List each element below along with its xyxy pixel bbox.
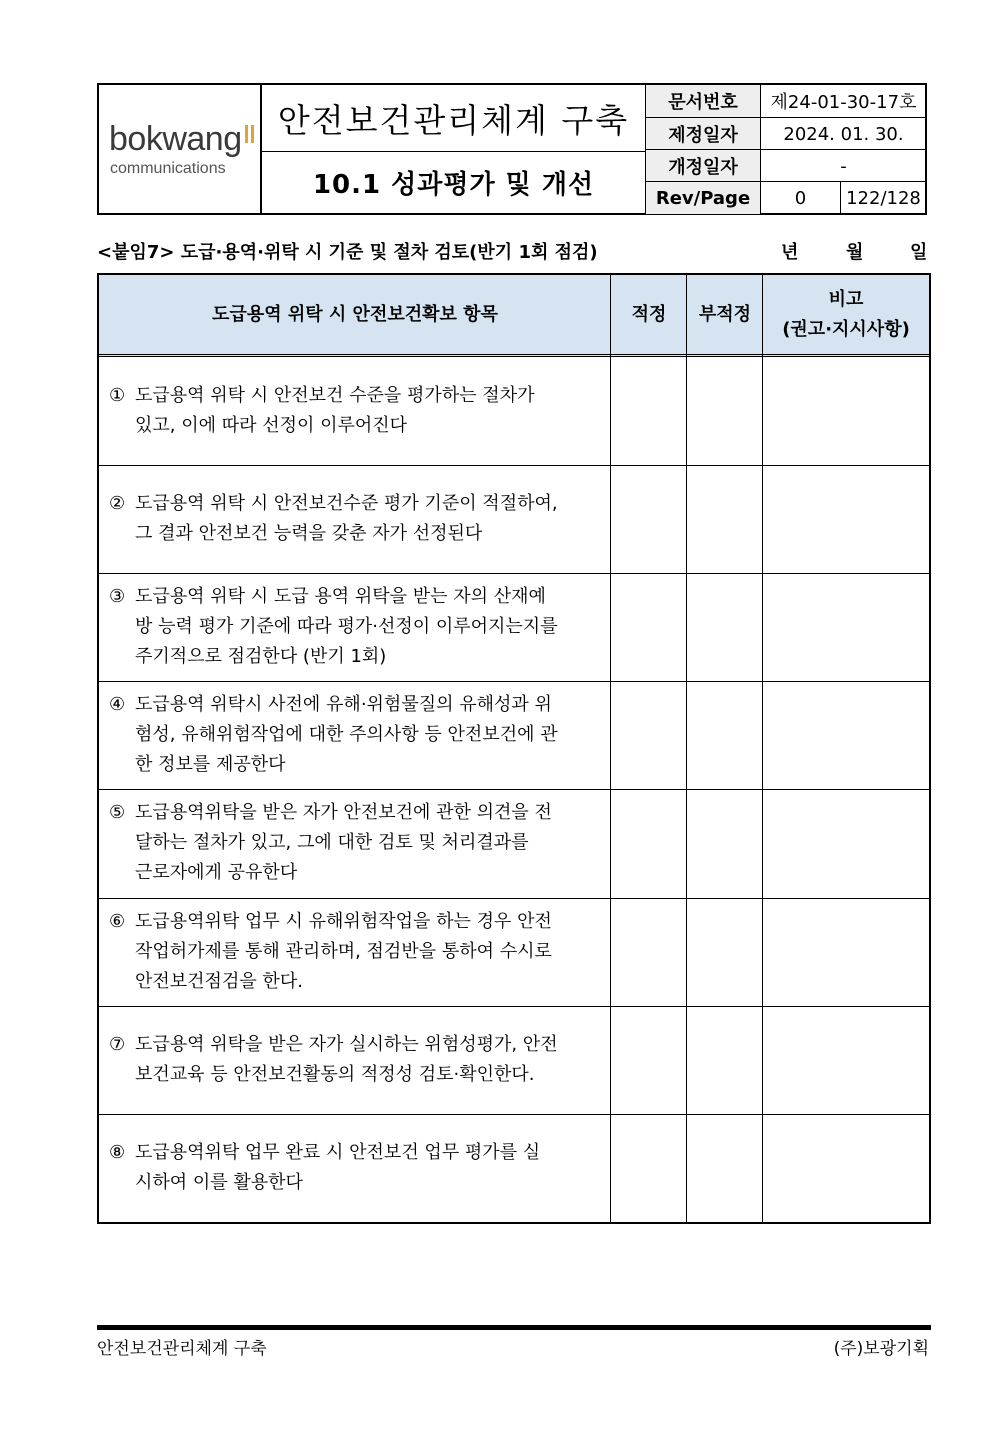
meta-label: 개정일자 (646, 150, 761, 182)
checklist-row (99, 1006, 611, 1114)
column-header-item: 도급용역 위탁 시 안전보건확보 항목 (99, 275, 611, 357)
item-number: ⑦ (109, 1034, 126, 1055)
item-text: 도급용역 위탁시 사전에 유해·위험물질의 유해성과 위 (135, 694, 552, 715)
meta-value: 제24-01-30-17호 (770, 92, 917, 113)
meta-value: - (840, 155, 847, 177)
item-line: 안전보건점검을 한다. (135, 971, 303, 992)
item-number: ③ (109, 586, 126, 607)
checklist-row (99, 1114, 611, 1222)
item-line: 보건교육 등 안전보건활동의 적정성 검토·확인한다. (135, 1064, 535, 1085)
item-line (109, 907, 601, 937)
item-line (109, 1030, 601, 1060)
meta-rev-value: 0 (761, 182, 841, 214)
checklist-row (99, 357, 611, 465)
meta-label: 문서번호 (646, 85, 761, 117)
meta-revise-date (646, 149, 925, 182)
item-line (109, 582, 601, 612)
checklist-item-text (109, 1030, 601, 1090)
checklist-row (99, 898, 611, 1006)
meta-rev-page (646, 181, 925, 214)
logo-subtitle: communications (110, 160, 226, 177)
column-header-remarks (763, 275, 929, 357)
meta-value: 2024. 01. 30. (783, 123, 904, 145)
column-header-appropriate: 적정 (611, 275, 687, 357)
checklist-item-text (109, 907, 601, 997)
meta-doc-number (646, 85, 925, 117)
checklist-item-text (109, 489, 601, 549)
checklist-item-text (109, 798, 601, 888)
document-title: 안전보건관리체계 구축 (262, 85, 645, 152)
item-line: 험성, 유해위험작업에 대한 주의사항 등 안전보건에 관 (135, 724, 558, 745)
remarks-title: 비고 (828, 288, 864, 310)
item-line: 한 정보를 제공한다 (135, 754, 286, 775)
checklist-row (99, 465, 611, 573)
company-logo (99, 85, 262, 213)
item-text: 도급용역 위탁을 받은 자가 실시하는 위험성평가, 안전 (135, 1034, 558, 1055)
item-text: 도급용역위탁을 받은 자가 안전보건에 관한 의견을 전 (135, 802, 552, 823)
footer-company: (주)보광기획 (833, 1339, 929, 1359)
document-header (97, 83, 927, 215)
checklist-row (99, 789, 611, 897)
meta-issue-date (646, 117, 925, 150)
item-text: 도급용역위탁 업무 시 유해위험작업을 하는 경우 안전 (135, 911, 552, 932)
footer-title: 안전보건관리체계 구축 (97, 1339, 267, 1359)
item-text: 도급용역 위탁 시 도급 용역 위탁을 받는 자의 산재예 (135, 586, 546, 607)
item-line (109, 690, 601, 720)
logo-wordmark: bokwang (109, 120, 242, 158)
checklist-item-text (109, 582, 601, 672)
checklist-item-text (109, 1138, 601, 1198)
item-line: 달하는 절차가 있고, 그에 대한 검토 및 처리결과를 (135, 832, 529, 853)
section-title: 10.1 성과평가 및 개선 (312, 169, 595, 200)
item-line (109, 381, 601, 411)
item-line: 주기적으로 점검한다 (반기 1회) (135, 646, 387, 667)
item-line: 있고, 이에 따라 선정이 이루어진다 (135, 415, 408, 436)
meta-label: Rev/Page (646, 182, 761, 214)
logo-accent-icon (245, 125, 254, 143)
date-month-label: 월 (846, 242, 864, 263)
item-text: 도급용역 위탁 시 안전보건 수준을 평가하는 절차가 (135, 385, 535, 406)
checklist-row (99, 573, 611, 681)
footer-rule (97, 1325, 931, 1330)
column-header-inappropriate: 부적정 (687, 275, 763, 357)
item-line: 시하여 이를 활용한다 (135, 1172, 303, 1193)
document-meta (645, 85, 925, 213)
date-year-label: 년 (781, 242, 799, 263)
item-line: 방 능력 평가 기준에 따라 평가·선정이 이루어지는지를 (135, 616, 558, 637)
item-line: 근로자에게 공유한다 (135, 862, 298, 883)
checklist-row (99, 681, 611, 789)
item-line (109, 798, 601, 828)
checklist-table (97, 273, 931, 1224)
item-text: 도급용역위탁 업무 완료 시 안전보건 업무 평가를 실 (135, 1142, 541, 1163)
checklist-item-text (109, 381, 601, 441)
item-number: ⑧ (109, 1142, 126, 1163)
item-line (109, 489, 601, 519)
item-number: ⑤ (109, 802, 126, 823)
column-divider (762, 275, 763, 1222)
column-divider (686, 275, 687, 1222)
item-line (109, 1138, 601, 1168)
item-number: ① (109, 385, 126, 406)
date-day-label: 일 (910, 242, 928, 263)
checklist-item-text (109, 690, 601, 780)
item-number: ④ (109, 694, 126, 715)
remarks-subtitle: (권고·지시사항) (782, 318, 910, 340)
meta-page-value: 122/128 (846, 187, 921, 209)
meta-label: 제정일자 (646, 118, 761, 150)
item-text: 도급용역 위탁 시 안전보건수준 평가 기준이 적절하여, (135, 493, 558, 514)
item-line: 그 결과 안전보건 능력을 갖춘 자가 선정된다 (135, 523, 483, 544)
item-number: ② (109, 493, 126, 514)
title-cell (262, 85, 645, 213)
attachment-caption: <붙임7> 도급·용역·위탁 시 기준 및 절차 검토(반기 1회 점검) (97, 242, 598, 263)
item-number: ⑥ (109, 911, 126, 932)
item-line: 작업허가제를 통해 관리하며, 점검반을 통하여 수시로 (135, 941, 552, 962)
